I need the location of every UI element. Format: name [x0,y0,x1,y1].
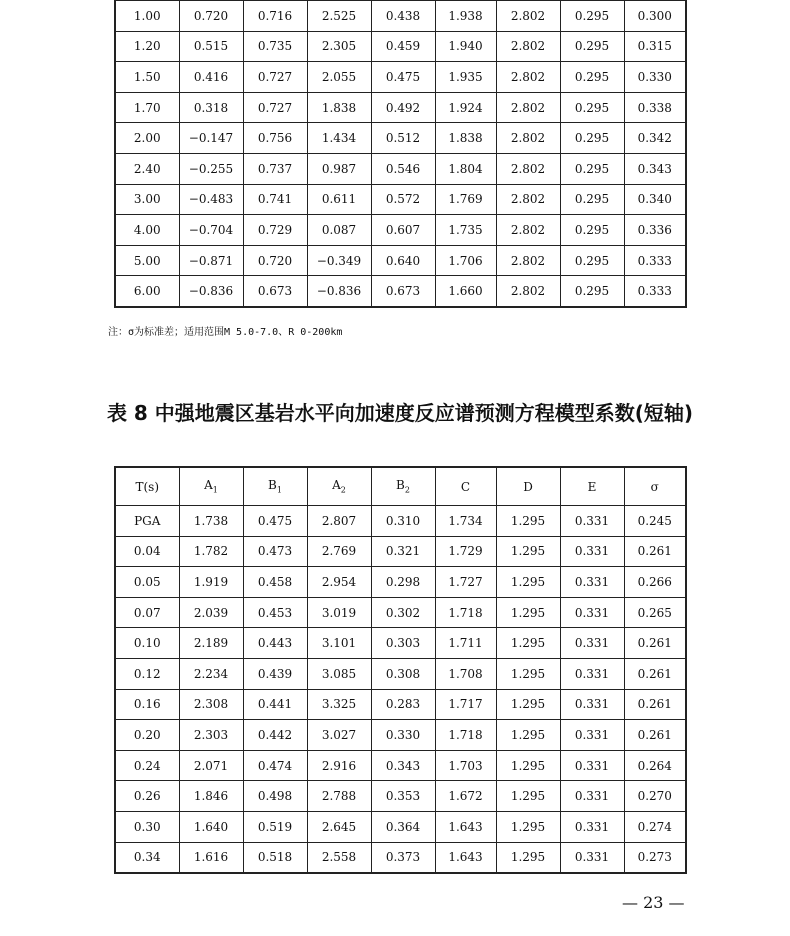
table-cell: 2.807 [307,506,371,537]
table-cell: 2.558 [307,842,371,873]
table-cell: 0.453 [243,597,307,628]
table-cell: 0.737 [243,153,307,184]
table-cell: 3.085 [307,658,371,689]
table-cell: 0.24 [115,750,179,781]
table-body [115,506,686,874]
table-cell: 3.019 [307,597,371,628]
table-cell: 2.071 [179,750,243,781]
table-cell: −0.871 [179,245,243,276]
table-row [115,536,686,567]
table-cell: 0.519 [243,811,307,842]
table-cell: −0.255 [179,153,243,184]
table-cell: 0.443 [243,628,307,659]
table-cell: 0.245 [624,506,686,537]
table-cell: 0.735 [243,31,307,62]
table-cell: 0.611 [307,184,371,215]
table-cell: 0.330 [371,720,435,751]
table-note: 注：σ为标准差；适用范围M 5.0-7.0、R 0-200km [108,327,343,338]
table-row [115,842,686,873]
table-cell: 1.295 [496,658,560,689]
table-cell: 6.00 [115,276,179,307]
table-cell: 0.261 [624,689,686,720]
table-cell: 0.34 [115,842,179,873]
table-row [115,750,686,781]
table-title: 表 8 中强地震区基岩水平向加速度反应谱预测方程模型系数(短轴) [106,401,694,425]
table-row [115,781,686,812]
table-cell: 1.00 [115,0,179,31]
table-row [115,0,686,31]
table-row [115,245,686,276]
table-cell: 0.07 [115,597,179,628]
table-cell: 0.475 [371,62,435,93]
table-cell: 1.769 [435,184,496,215]
table-cell: 1.729 [435,536,496,567]
table-cell: 1.640 [179,811,243,842]
table-cell: 3.101 [307,628,371,659]
table-cell: −0.836 [307,276,371,307]
table-cell: 0.302 [371,597,435,628]
table-cell: 0.442 [243,720,307,751]
table-cell: 0.05 [115,567,179,598]
table-cell: 0.331 [560,842,624,873]
table-cell: 1.727 [435,567,496,598]
table-cell: 0.331 [560,720,624,751]
table-cell: 2.802 [496,153,560,184]
table-cell: 0.318 [179,92,243,123]
table-cell: 2.802 [496,92,560,123]
table-cell: 1.804 [435,153,496,184]
table-cell: 0.331 [560,597,624,628]
table-cell: 0.321 [371,536,435,567]
table-cell: 0.270 [624,781,686,812]
table-cell: 0.336 [624,215,686,246]
table-cell: 1.295 [496,597,560,628]
table-row [115,215,686,246]
table-cell: 0.459 [371,31,435,62]
table-cell: 0.515 [179,31,243,62]
table-cell: 2.916 [307,750,371,781]
table-cell: 0.458 [243,567,307,598]
table-cell: 0.261 [624,628,686,659]
coefficients-table-8 [114,466,687,874]
table-cell: 0.261 [624,536,686,567]
table-cell: 1.703 [435,750,496,781]
coefficients-table-continued [114,0,687,308]
table-cell: 1.643 [435,842,496,873]
table-cell: 0.331 [560,628,624,659]
table-cell: 0.438 [371,0,435,31]
table-cell: 0.30 [115,811,179,842]
table-cell: 1.718 [435,597,496,628]
table-cell: 0.330 [624,62,686,93]
table-cell: 0.26 [115,781,179,812]
table-cell: 2.00 [115,123,179,154]
table-cell: 2.234 [179,658,243,689]
table-cell: 4.00 [115,215,179,246]
table-cell: 0.512 [371,123,435,154]
table-cell: 2.802 [496,215,560,246]
table-cell: 1.846 [179,781,243,812]
table-cell: 1.434 [307,123,371,154]
table-cell: 0.295 [560,153,624,184]
table-cell: 2.802 [496,0,560,31]
table-row [115,567,686,598]
table-cell: 0.987 [307,153,371,184]
table-cell: 0.498 [243,781,307,812]
table-cell: 0.331 [560,781,624,812]
table-row [115,153,686,184]
table-cell: 0.727 [243,62,307,93]
table-cell: 0.274 [624,811,686,842]
table-cell: 1.940 [435,31,496,62]
table-cell: −0.704 [179,215,243,246]
table-cell: 2.769 [307,536,371,567]
table-cell: 1.919 [179,567,243,598]
table-cell: 1.660 [435,276,496,307]
table-cell: 0.474 [243,750,307,781]
table-cell: 3.027 [307,720,371,751]
table-cell: 0.331 [560,567,624,598]
table-cell: 0.607 [371,215,435,246]
table-cell: 3.325 [307,689,371,720]
table-row [115,658,686,689]
table-cell: 1.706 [435,245,496,276]
table-cell: 0.546 [371,153,435,184]
table-cell: 0.416 [179,62,243,93]
table-cell: 0.640 [371,245,435,276]
table-cell: 1.295 [496,720,560,751]
table-cell: 2.303 [179,720,243,751]
table-cell: 0.338 [624,92,686,123]
table-cell: 0.720 [243,245,307,276]
table-cell: 0.303 [371,628,435,659]
table-cell: 1.295 [496,628,560,659]
table-cell: −0.836 [179,276,243,307]
header-sigma: σ [624,467,686,506]
table-cell: 0.364 [371,811,435,842]
table-cell: 0.441 [243,689,307,720]
table-cell: 0.331 [560,658,624,689]
table-cell: 1.735 [435,215,496,246]
table-row [115,184,686,215]
table-cell: 0.265 [624,597,686,628]
table-cell: 0.264 [624,750,686,781]
table-cell: 0.16 [115,689,179,720]
table-cell: 0.492 [371,92,435,123]
table-body [115,0,686,307]
table-cell: 0.340 [624,184,686,215]
table-cell: 0.295 [560,123,624,154]
table-cell: 5.00 [115,245,179,276]
table-cell: 0.266 [624,567,686,598]
table-cell: 0.308 [371,658,435,689]
table-cell: −0.483 [179,184,243,215]
table-cell: 0.295 [560,245,624,276]
table-cell: 1.782 [179,536,243,567]
table-cell: 2.802 [496,31,560,62]
table-cell: 0.295 [560,31,624,62]
table-cell: 1.717 [435,689,496,720]
table-cell: 0.087 [307,215,371,246]
table-cell: 2.802 [496,245,560,276]
table-cell: 1.938 [435,0,496,31]
table-cell: 1.935 [435,62,496,93]
table-cell: 0.331 [560,750,624,781]
table-cell: 1.708 [435,658,496,689]
header-c: C [435,467,496,506]
header-e: E [560,467,624,506]
table-cell: 0.295 [560,62,624,93]
table-cell: 1.838 [435,123,496,154]
table-cell: 0.373 [371,842,435,873]
table-cell: 2.802 [496,62,560,93]
table-cell: 0.315 [624,31,686,62]
table-row [115,92,686,123]
table-cell: 0.343 [624,153,686,184]
table-cell: 0.729 [243,215,307,246]
table-cell: 0.473 [243,536,307,567]
table-cell: 1.672 [435,781,496,812]
table-cell: 0.333 [624,276,686,307]
table-row [115,597,686,628]
table-cell: 0.283 [371,689,435,720]
table-cell: 0.331 [560,811,624,842]
header-b1: $B_1$ [243,467,307,506]
table-cell: 0.343 [371,750,435,781]
table-cell: 2.525 [307,0,371,31]
table-cell: 1.295 [496,689,560,720]
table-cell: 2.039 [179,597,243,628]
table-cell: PGA [115,506,179,537]
table-row [115,276,686,307]
table-cell: 1.295 [496,536,560,567]
table-row [115,62,686,93]
table-cell: 0.727 [243,92,307,123]
table-cell: 2.802 [496,184,560,215]
table-cell: 0.331 [560,536,624,567]
table-cell: 0.333 [624,245,686,276]
table-cell: 1.616 [179,842,243,873]
table-cell: 2.189 [179,628,243,659]
table-cell: 1.50 [115,62,179,93]
table-cell: 0.20 [115,720,179,751]
table-cell: 0.04 [115,536,179,567]
table-cell: 1.295 [496,842,560,873]
header-a1: $A_1$ [179,467,243,506]
table-cell: 2.40 [115,153,179,184]
table-cell: 1.295 [496,567,560,598]
table-row [115,811,686,842]
table-cell: 0.261 [624,658,686,689]
table-cell: 0.475 [243,506,307,537]
table-cell: 0.741 [243,184,307,215]
table-cell: 0.12 [115,658,179,689]
table-row [115,31,686,62]
header-a2: $A_2$ [307,467,371,506]
table-cell: 2.802 [496,276,560,307]
table-cell: 0.720 [179,0,243,31]
header-b2: $B_2$ [371,467,435,506]
table-cell: 0.10 [115,628,179,659]
table-cell: 1.643 [435,811,496,842]
table-cell: 0.295 [560,0,624,31]
table-cell: 2.055 [307,62,371,93]
table-cell: 1.295 [496,781,560,812]
table-row [115,720,686,751]
table-cell: 0.439 [243,658,307,689]
table-cell: 1.20 [115,31,179,62]
table-cell: 0.295 [560,92,624,123]
table-row [115,123,686,154]
table-cell: 0.300 [624,0,686,31]
table-cell: 2.802 [496,123,560,154]
table-cell: 1.718 [435,720,496,751]
table-cell: 1.295 [496,506,560,537]
header-d: D [496,467,560,506]
table-cell: 2.305 [307,31,371,62]
table-cell: 2.308 [179,689,243,720]
table-cell: 1.295 [496,811,560,842]
table-cell: 0.295 [560,184,624,215]
table-cell: 1.295 [496,750,560,781]
table-row [115,506,686,537]
table-cell: 2.954 [307,567,371,598]
table-cell: 0.261 [624,720,686,751]
table-cell: 2.788 [307,781,371,812]
table-cell: 0.331 [560,689,624,720]
table-cell: 2.645 [307,811,371,842]
table-cell: 0.673 [371,276,435,307]
table-cell: 0.716 [243,0,307,31]
table-cell: 0.342 [624,123,686,154]
table-cell: 0.572 [371,184,435,215]
table-cell: 0.295 [560,215,624,246]
table-cell: 1.738 [179,506,243,537]
table-cell: 1.711 [435,628,496,659]
table-cell: 3.00 [115,184,179,215]
table-cell: 0.295 [560,276,624,307]
table-cell: 1.70 [115,92,179,123]
table-cell: 0.298 [371,567,435,598]
table-cell: 0.273 [624,842,686,873]
table-cell: 0.331 [560,506,624,537]
table-cell: −0.147 [179,123,243,154]
table-cell: 0.353 [371,781,435,812]
table-cell: 1.924 [435,92,496,123]
table-cell: 0.673 [243,276,307,307]
table-cell: 1.734 [435,506,496,537]
table-cell: 0.756 [243,123,307,154]
table-cell: −0.349 [307,245,371,276]
table-row [115,628,686,659]
page-number: — 23 — [622,893,685,912]
header-row [115,467,686,506]
header-t: T(s) [115,467,179,506]
table-cell: 1.838 [307,92,371,123]
table-cell: 0.518 [243,842,307,873]
table-row [115,689,686,720]
table-cell: 0.310 [371,506,435,537]
